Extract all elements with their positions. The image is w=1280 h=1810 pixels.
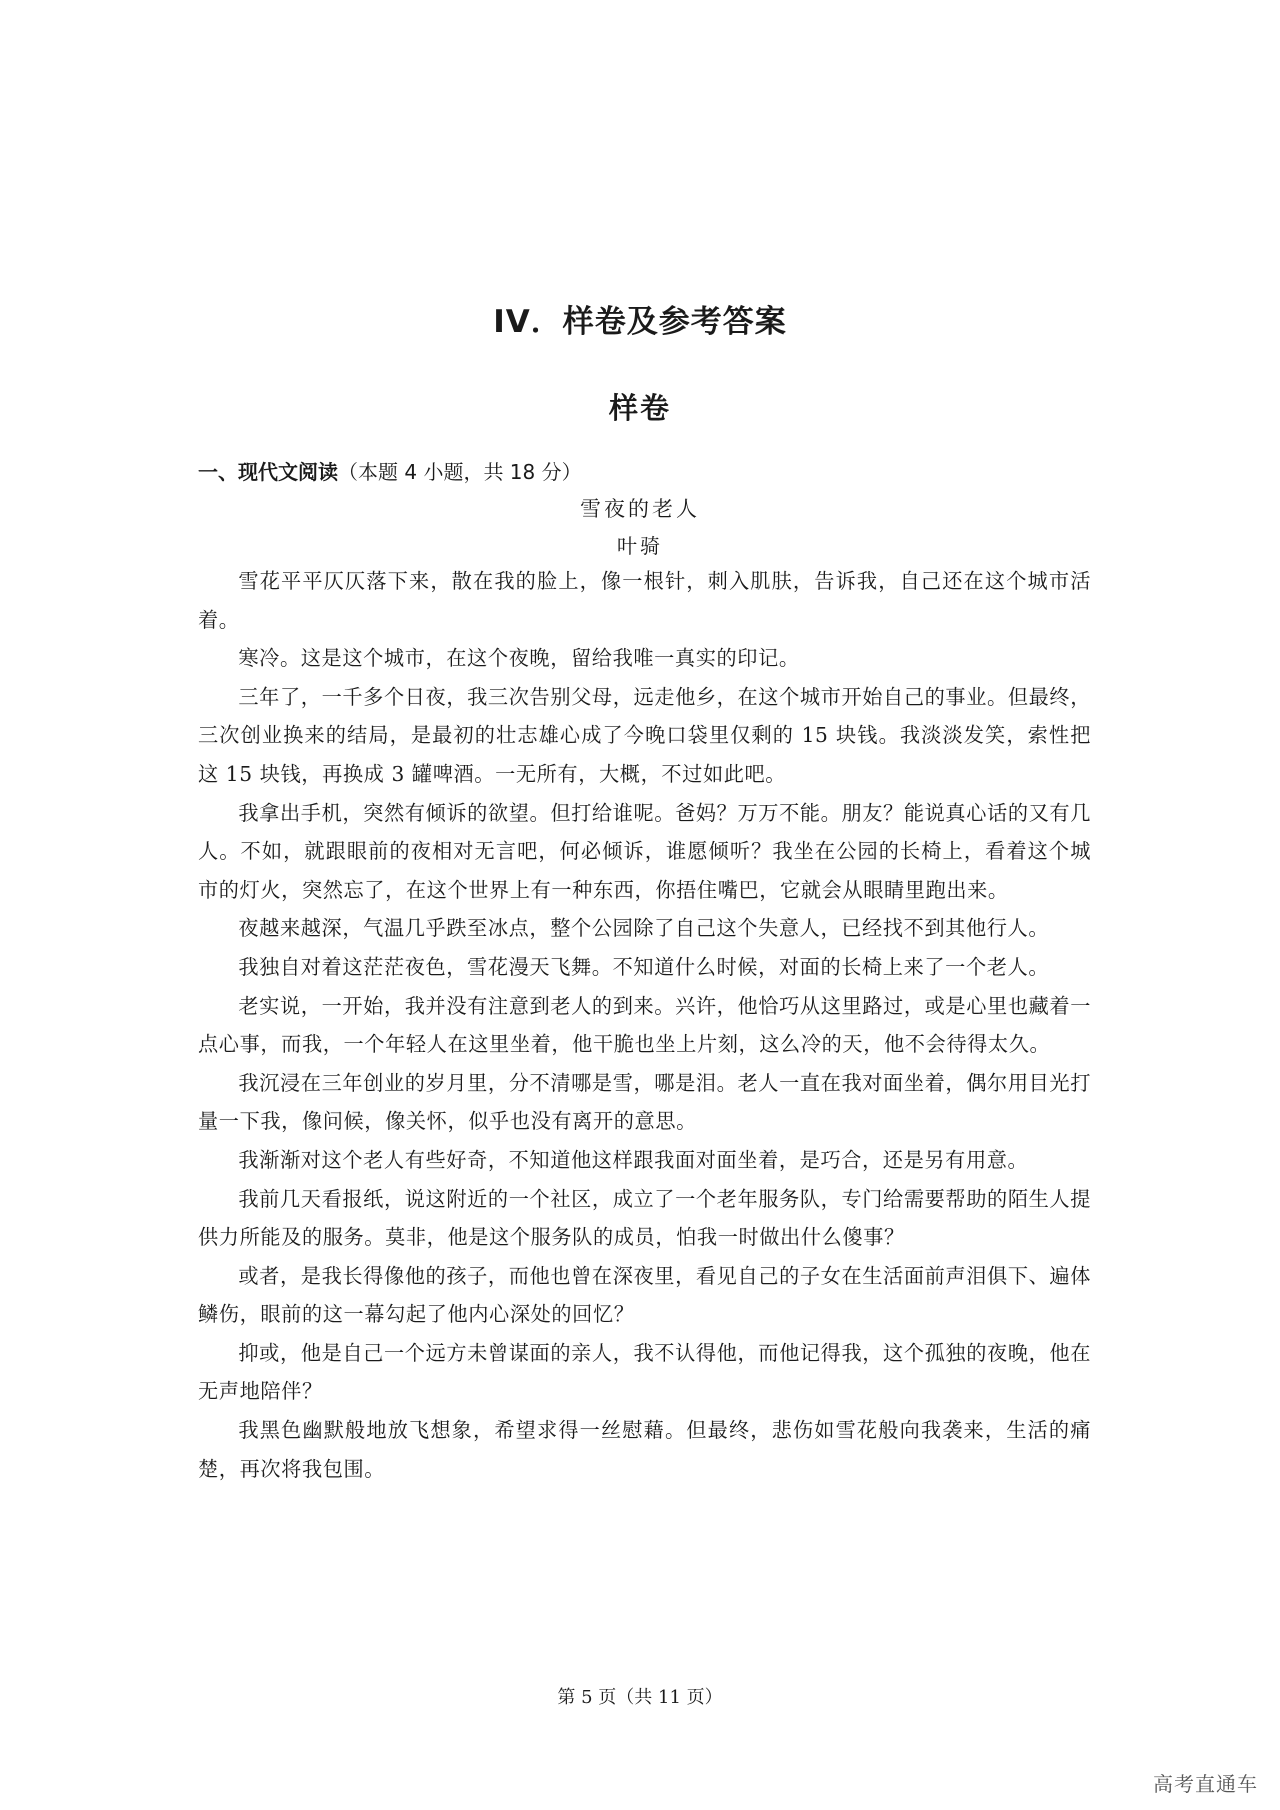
paragraph: 我前几天看报纸，说这附近的一个社区，成立了一个老年服务队，专门给需要帮助的陌生人提供力所能及的服务。莫非，他是这个服务队的成员，怕我一时做出什么傻事？ <box>198 1186 1091 1250</box>
paragraph: 我沉浸在三年创业的岁月里，分不清哪是雪，哪是泪。老人一直在我对面坐着，偶尔用目光打量一下我，像问候，像关怀，似乎也没有离开的意思。 <box>198 1070 1091 1134</box>
sample-title: 样卷 <box>608 391 671 425</box>
section-heading-note: （本题 4 小题，共 18 分） <box>338 460 582 484</box>
chapter-title: IV．样卷及参考答案 <box>493 304 787 340</box>
article-body <box>198 562 1091 1488</box>
paragraph: 三年了，一千多个日夜，我三次告别父母，远走他乡，在这个城市开始自己的事业。但最终，三次创业换来的结局，是最初的壮志雄心成了今晚口袋里仅剩的 15 块钱。我淡淡发笑，索性把这 15 块钱，再换成 3 罐啤酒。一无所有，大概，不过如此吧。 <box>198 684 1091 786</box>
paragraph: 夜越来越深，气温几乎跌至冰点，整个公园除了自己这个失意人，已经找不到其他行人。 <box>238 916 1050 941</box>
paragraph: 我拿出手机，突然有倾诉的欲望。但打给谁呢。爸妈？万万不能。朋友？能说真心话的又有几人。不如，就跟眼前的夜相对无言吧，何必倾诉，谁愿倾听？我坐在公园的长椅上，看着这个城市的灯火，突然忘了，在这个世界上有一种东西，你捂住嘴巴，它就会从眼睛里跑出来。 <box>198 800 1091 902</box>
section-heading-lead: 一、现代文阅读 <box>198 460 338 484</box>
paragraph: 雪花平平仄仄落下来，散在我的脸上，像一根针，刺入肌肤，告诉我，自己还在这个城市活着。 <box>198 569 1091 632</box>
paragraph: 或者，是我长得像他的孩子，而他也曾在深夜里，看见自己的子女在生活面前声泪俱下、遍体鳞伤，眼前的这一幕勾起了他内心深处的回忆？ <box>198 1263 1091 1327</box>
paragraph: 老实说，一开始，我并没有注意到老人的到来。兴许，他恰巧从这里路过，或是心里也藏着一点心事，而我，一个年轻人在这里坐着，他干脆也坐上片刻，这么冷的天，他不会待得太久。 <box>198 993 1091 1057</box>
watermark: 高考直通车 <box>1153 1772 1258 1796</box>
section-heading <box>198 456 582 485</box>
article-author: 叶骑 <box>617 534 663 558</box>
paragraph: 寒冷。这是这个城市，在这个夜晚，留给我唯一真实的印记。 <box>238 646 800 671</box>
paragraph: 我渐渐对这个老人有些好奇，不知道他这样跟我面对面坐着，是巧合，还是另有用意。 <box>238 1147 1029 1172</box>
article-title: 雪夜的老人 <box>580 497 700 521</box>
paragraph: 我独自对着这茫茫夜色，雪花漫天飞舞。不知道什么时候，对面的长椅上来了一个老人。 <box>238 954 1050 979</box>
paragraph: 我黑色幽默般地放飞想象，希望求得一丝慰藉。但最终，悲伤如雪花般向我袭来，生活的痛楚，再次将我包围。 <box>198 1418 1091 1481</box>
page-number: 第 5 页（共 11 页） <box>557 1687 723 1708</box>
paragraph: 抑或，他是自己一个远方未曾谋面的亲人，我不认得他，而他记得我，这个孤独的夜晚，他在无声地陪伴？ <box>198 1340 1091 1404</box>
